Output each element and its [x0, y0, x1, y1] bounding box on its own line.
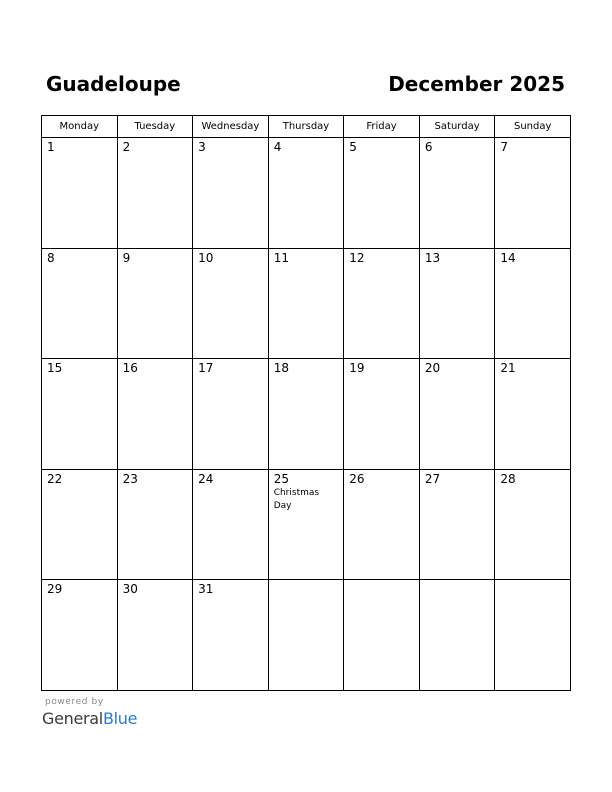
day-cell	[193, 138, 269, 249]
day-cell	[193, 469, 269, 580]
empty-day-cell	[344, 580, 420, 691]
day-number: 25	[273, 471, 289, 486]
calendar-week-row	[42, 138, 571, 249]
brand-blue-text: Blue	[102, 709, 138, 728]
day-cell	[193, 359, 269, 470]
day-cell	[42, 580, 118, 691]
weekday-header-friday: Friday	[344, 116, 420, 138]
day-number: 13	[424, 250, 441, 265]
day-cell	[268, 469, 344, 580]
day-number: 20	[424, 361, 441, 376]
day-cell	[344, 469, 420, 580]
day-cell	[419, 248, 495, 359]
empty-day-cell	[495, 580, 571, 691]
day-number: 15	[47, 361, 63, 376]
brand-general-text: General	[42, 709, 103, 728]
day-cell	[42, 359, 118, 470]
day-cell	[268, 248, 344, 359]
day-number: 26	[349, 471, 365, 486]
generalblue-logo[interactable]	[42, 709, 137, 729]
footer	[42, 697, 137, 729]
weekday-header-wednesday: Wednesday	[193, 116, 269, 138]
day-number: 1	[47, 140, 55, 154]
day-number: 3	[198, 140, 206, 154]
day-number: 14	[500, 250, 516, 265]
day-number: 21	[500, 361, 516, 376]
day-cell	[419, 469, 495, 580]
month-title: December 2025	[388, 72, 565, 96]
calendar-grid	[41, 115, 571, 691]
day-cell	[495, 359, 571, 470]
day-cell	[42, 248, 118, 359]
day-number: 16	[122, 361, 138, 376]
day-cell	[117, 469, 193, 580]
day-cell	[268, 359, 344, 470]
day-number	[420, 580, 495, 582]
day-number: 11	[273, 250, 289, 265]
country-title: Guadeloupe	[46, 72, 181, 96]
day-number: 22	[47, 471, 63, 486]
day-number: 27	[424, 471, 441, 486]
holiday-label: Christmas Day	[273, 487, 320, 511]
day-cell	[42, 138, 118, 249]
empty-day-cell	[268, 580, 344, 691]
day-number	[344, 580, 419, 582]
weekday-header-saturday: Saturday	[419, 116, 495, 138]
day-cell	[117, 580, 193, 691]
day-cell	[117, 248, 193, 359]
day-number	[269, 580, 344, 582]
day-cell	[193, 248, 269, 359]
day-number: 18	[273, 361, 289, 376]
day-number: 7	[500, 140, 509, 154]
day-cell	[419, 359, 495, 470]
day-number: 17	[198, 361, 214, 376]
day-number: 29	[47, 582, 63, 597]
calendar-week-row	[42, 580, 571, 691]
day-cell	[495, 469, 571, 580]
day-cell	[193, 580, 269, 691]
day-number: 5	[349, 140, 357, 154]
day-number	[495, 580, 570, 582]
day-number: 28	[500, 471, 516, 486]
day-cell	[344, 359, 420, 470]
calendar-week-row	[42, 469, 571, 580]
day-number: 4	[273, 140, 282, 154]
powered-by-label: powered by	[45, 697, 104, 707]
day-cell	[268, 138, 344, 249]
day-number: 24	[198, 471, 214, 486]
weekday-header-monday: Monday	[42, 116, 118, 138]
day-number: 30	[122, 582, 138, 597]
day-cell	[344, 248, 420, 359]
day-number: 10	[198, 250, 214, 265]
day-cell	[42, 469, 118, 580]
day-cell	[344, 138, 420, 249]
day-number: 2	[122, 140, 131, 154]
calendar-week-row	[42, 248, 571, 359]
day-cell	[117, 359, 193, 470]
day-number: 9	[122, 250, 131, 265]
day-number: 12	[349, 250, 365, 265]
calendar-body	[42, 138, 571, 691]
day-cell	[117, 138, 193, 249]
day-number: 23	[122, 471, 138, 486]
weekday-header-tuesday: Tuesday	[117, 116, 193, 138]
weekday-header-row	[42, 116, 571, 138]
empty-day-cell	[419, 580, 495, 691]
day-cell	[495, 138, 571, 249]
day-number: 8	[47, 250, 55, 265]
weekday-header-sunday: Sunday	[495, 116, 571, 138]
day-number: 6	[424, 140, 433, 154]
day-number: 19	[349, 361, 365, 376]
day-cell	[419, 138, 495, 249]
day-number: 31	[198, 582, 214, 597]
day-cell	[495, 248, 571, 359]
calendar-week-row	[42, 359, 571, 470]
weekday-header-thursday: Thursday	[268, 116, 344, 138]
